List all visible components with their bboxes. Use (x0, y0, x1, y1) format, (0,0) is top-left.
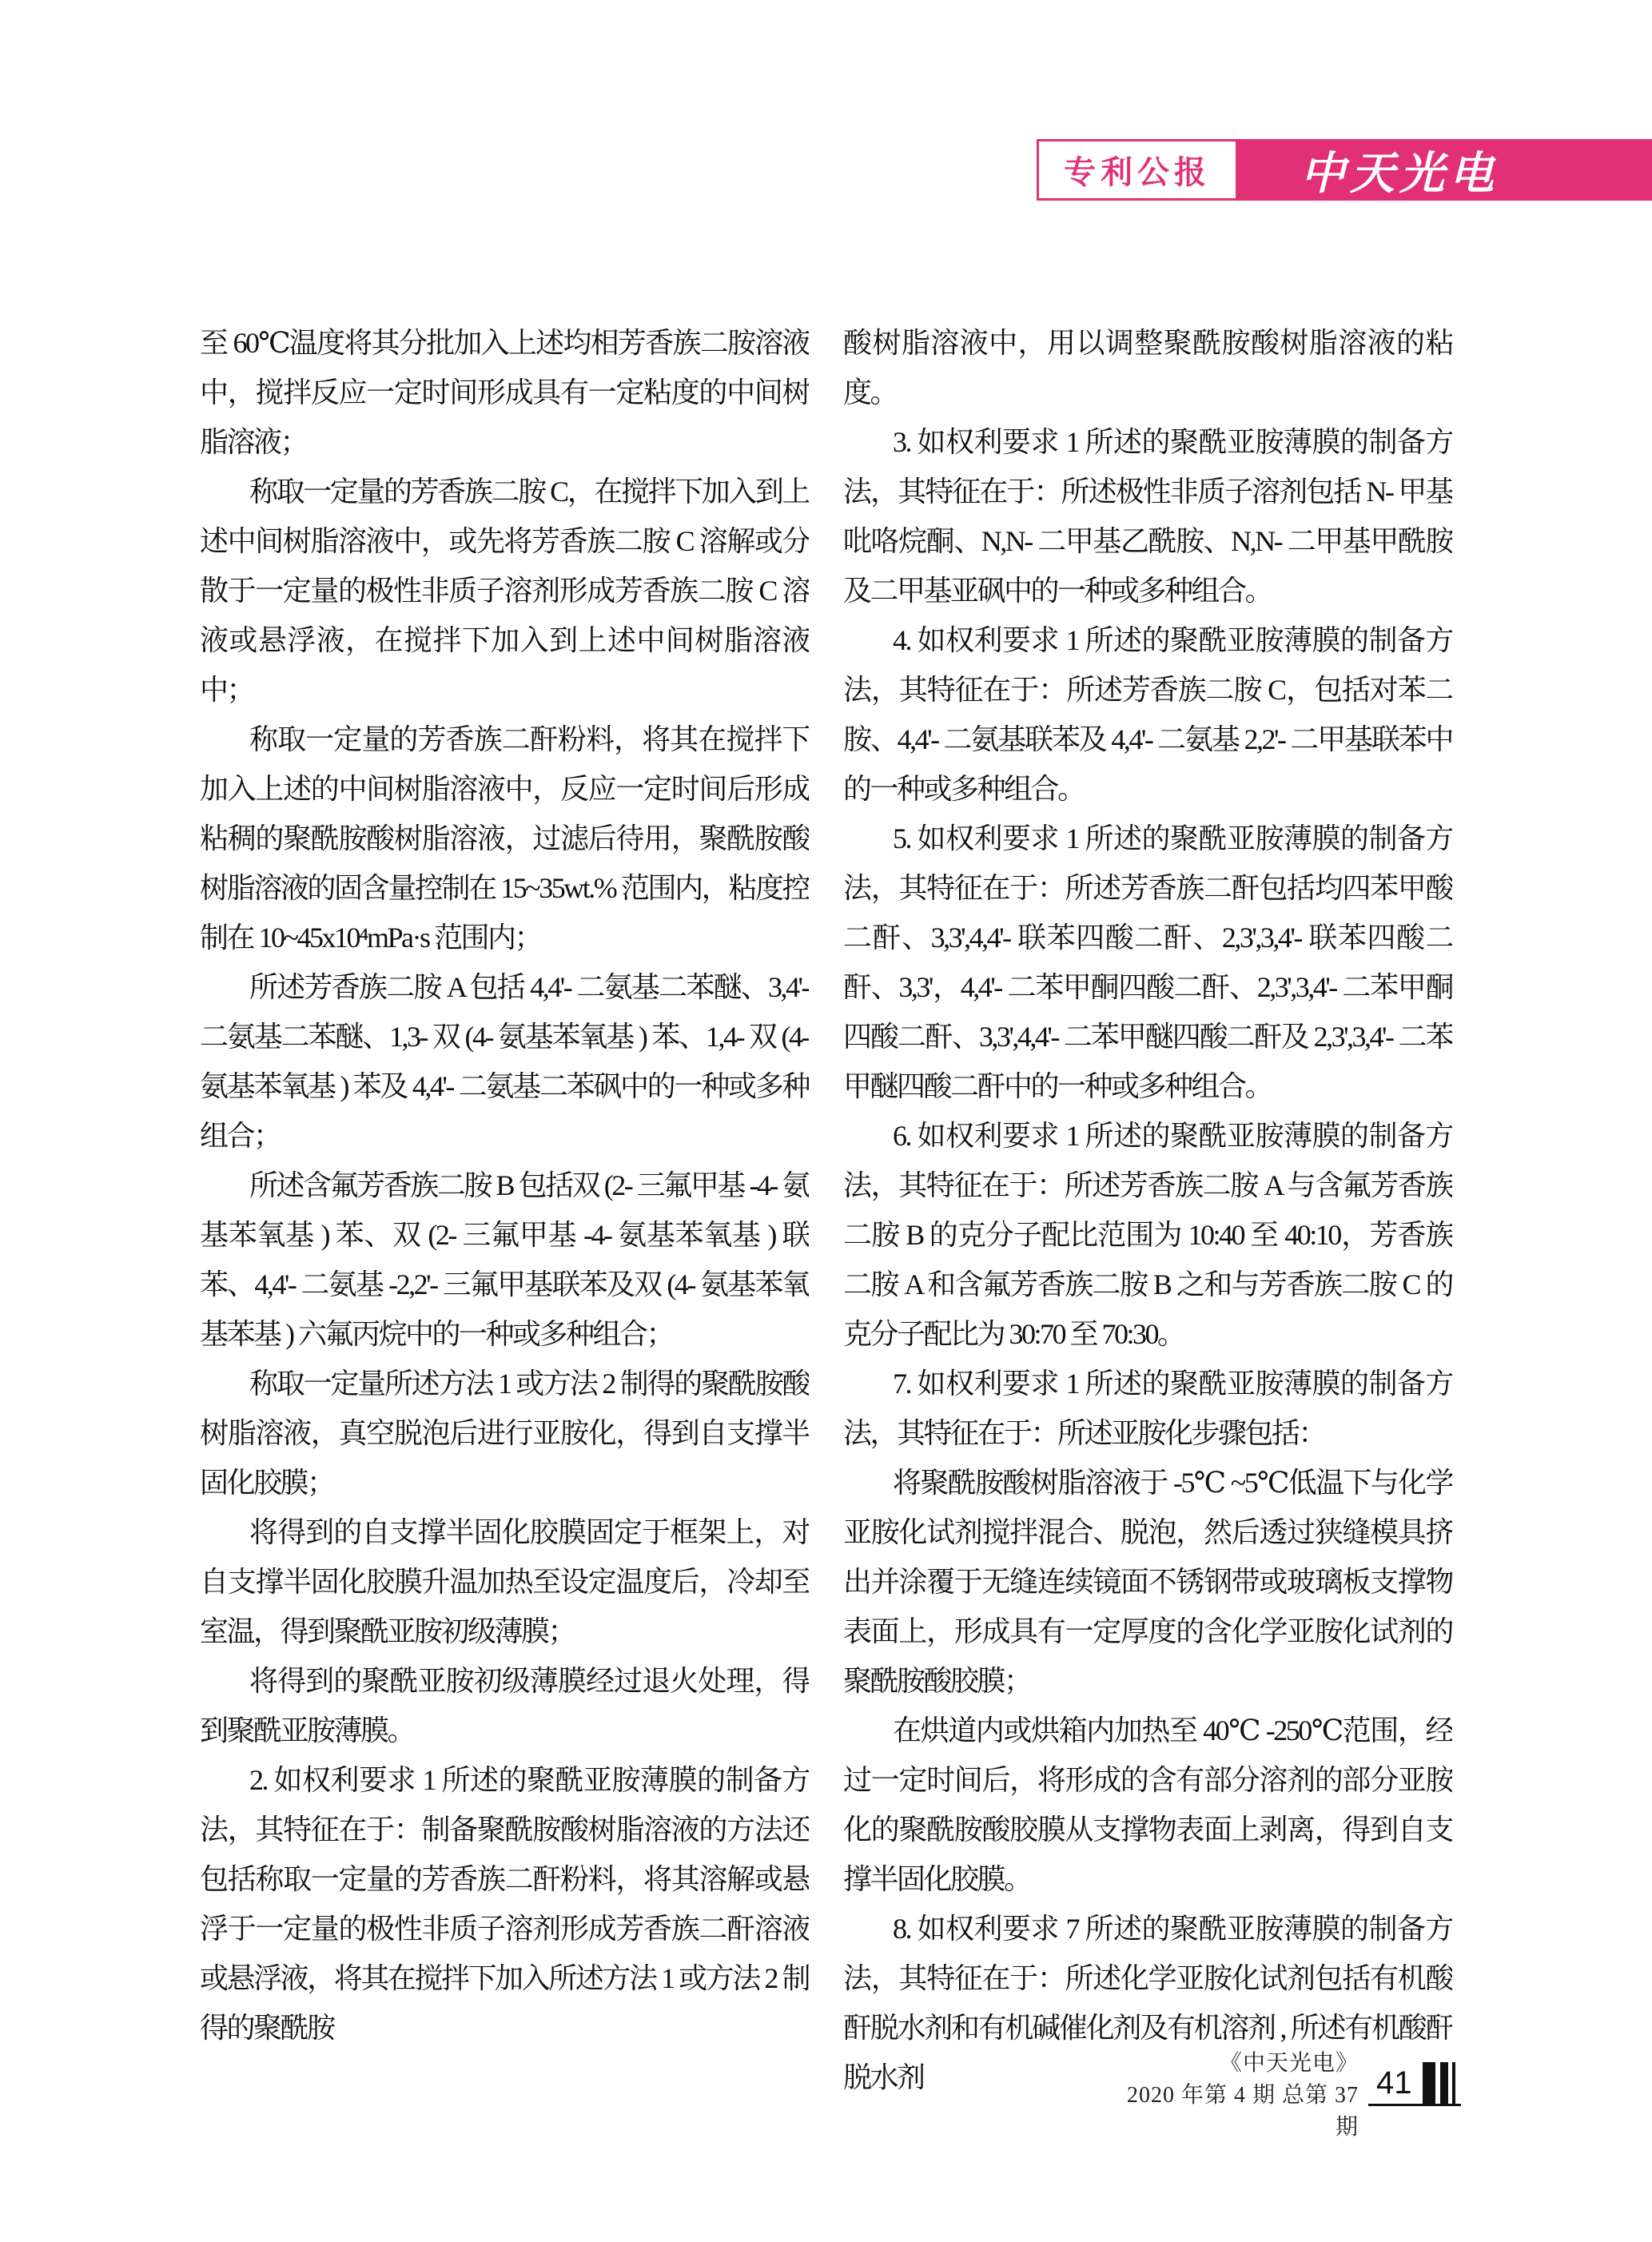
paragraph: 5. 如权利要求 1 所述的聚酰亚胺薄膜的制备方法，其特征在于：所述芳香族二酐包括均四苯甲酸二酐、3,3',4,4'- 联苯四酸二酐、2,3',3,4'- 联苯四酸二酐、3,3'，4,4'- 二苯甲酮四酸二酐、2,3',3,4'- 二苯甲酮四酸二酐、3,3',4,4'- 二苯甲醚四酸二酐及 2,3',3,4'- 二苯甲醚四酸二酐中的一种或多种组合。 (843, 822, 1452, 1102)
brand-logo: 中天光电 (1300, 146, 1499, 200)
paragraph: 所述芳香族二胺 A 包括 4,4'- 二氨基二苯醚、3,4'- 二氨基二苯醚、1,3- 双 (4- 氨基苯氧基 ) 苯、1,4- 双 (4- 氨基苯氧基 ) 苯及 4,4'- 二氨基二苯砜中的一种或多种组合； (200, 971, 809, 1152)
issue-line: 2020 年第 4 期 总第 37 期 (1126, 2083, 1359, 2140)
paragraph: 将得到的自支撑半固化胶膜固定于框架上，对自支撑半固化胶膜升温加热至设定温度后，冷却至室温，得到聚酰亚胺初级薄膜； (200, 1516, 809, 1647)
journal-name: 《中天光电》 (1219, 2051, 1359, 2076)
paragraph: 2. 如权利要求 1 所述的聚酰亚胺薄膜的制备方法，其特征在于：制备聚酰胺酸树脂溶液的方法还包括称取一定量的芳香族二酐粉料，将其溶解或悬浮于一定量的极性非质子溶剂形成芳香族二酐溶液或悬浮液，将其在搅拌下加入所述方法 1 或方法 2 制得的聚酰胺 (200, 1764, 809, 2044)
paragraph: 所述含氟芳香族二胺 B 包括双 (2- 三氟甲基 -4- 氨基苯氧基 ) 苯、双 (2- 三氟甲基 -4- 氨基苯氧基 ) 联苯、4,4'- 二氨基 -2,2'- 三氟甲基联苯及双 (4- 氨基苯氧基苯基 ) 六氟丙烷中的一种或多种组合； (200, 1169, 809, 1350)
page-decoration-bar (1452, 2062, 1455, 2104)
paragraph: 称取一定量的芳香族二酐粉料，将其在搅拌下加入上述的中间树脂溶液中，反应一定时间后形成粘稠的聚酰胺酸树脂溶液，过滤后待用，聚酰胺酸树脂溶液的固含量控制在 15~35wt.% 范围内，粘度控制在 10~45x10⁴mPa·s 范围内； (200, 723, 809, 954)
page-decoration-bar (1423, 2062, 1435, 2104)
paragraph: 至 60℃温度将其分批加入上述均相芳香族二胺溶液中，搅拌反应一定时间形成具有一定粘度的中间树脂溶液； (200, 327, 809, 458)
page-number-rule (1368, 2104, 1461, 2106)
text-column-left (200, 318, 809, 2053)
paragraph: 4. 如权利要求 1 所述的聚酰亚胺薄膜的制备方法，其特征在于：所述芳香族二胺 C，包括对苯二胺、4,4'- 二氨基联苯及 4,4'- 二氨基 2,2'- 二甲基联苯中的一种或多种组合。 (843, 624, 1452, 805)
text-column-right (843, 318, 1452, 2102)
paragraph: 称取一定量的芳香族二胺 C，在搅拌下加入到上述中间树脂溶液中，或先将芳香族二胺 C 溶解或分散于一定量的极性非质子溶剂形成芳香族二胺 C 溶液或悬浮液，在搅拌下加入到上述中间树脂溶液中； (200, 476, 809, 706)
footer-journal-info (1103, 2048, 1359, 2144)
page-number: 41 (1376, 2065, 1412, 2101)
paragraph: 称取一定量所述方法 1 或方法 2 制得的聚酰胺酸树脂溶液，真空脱泡后进行亚胺化，得到自支撑半固化胶膜； (200, 1368, 809, 1499)
brand-header-bar (1238, 139, 1652, 201)
paragraph: 将得到的聚酰亚胺初级薄膜经过退火处理，得到聚酰亚胺薄膜。 (200, 1665, 809, 1746)
paragraph: 6. 如权利要求 1 所述的聚酰亚胺薄膜的制备方法，其特征在于：所述芳香族二胺 A 与含氟芳香族二胺 B 的克分子配比范围为 10:40 至 40:10，芳香族二胺 A 和含氟芳香族二胺 B 之和与芳香族二胺 C 的克分子配比为 30:70 至 70:30。 (843, 1120, 1452, 1350)
paragraph: 在烘道内或烘箱内加热至 40℃ -250℃范围，经过一定时间后，将形成的含有部分溶剂的部分亚胺化的聚酰胺酸胶膜从支撑物表面上剥离，得到自支撑半固化胶膜。 (843, 1714, 1452, 1895)
page-decoration-bar (1440, 2062, 1448, 2104)
gazette-label: 专利公报 (1064, 155, 1211, 190)
paragraph: 3. 如权利要求 1 所述的聚酰亚胺薄膜的制备方法，其特征在于：所述极性非质子溶剂包括 N- 甲基吡咯烷酮、N,N- 二甲基乙酰胺、N,N- 二甲基甲酰胺及二甲基亚砜中的一种或多种组合。 (843, 426, 1452, 607)
paragraph: 将聚酰胺酸树脂溶液于 -5℃ ~5℃低温下与化学亚胺化试剂搅拌混合、脱泡，然后透过狭缝模具挤出并涂覆于无缝连续镜面不锈钢带或玻璃板支撑物表面上，形成具有一定厚度的含化学亚胺化试剂的聚酰胺酸胶膜； (843, 1467, 1452, 1697)
paragraph: 酸树脂溶液中，用以调整聚酰胺酸树脂溶液的粘度。 (843, 327, 1452, 408)
gazette-label-box (1037, 139, 1238, 201)
paragraph: 8. 如权利要求 7 所述的聚酰亚胺薄膜的制备方法，其特征在于：所述化学亚胺化试剂包括有机酸酐脱水剂和有机碱催化剂及有机溶剂 , 所述有机酸酐脱水剂 (843, 1913, 1452, 2093)
paragraph: 7. 如权利要求 1 所述的聚酰亚胺薄膜的制备方法，其特征在于：所述亚胺化步骤包括： (843, 1368, 1452, 1449)
